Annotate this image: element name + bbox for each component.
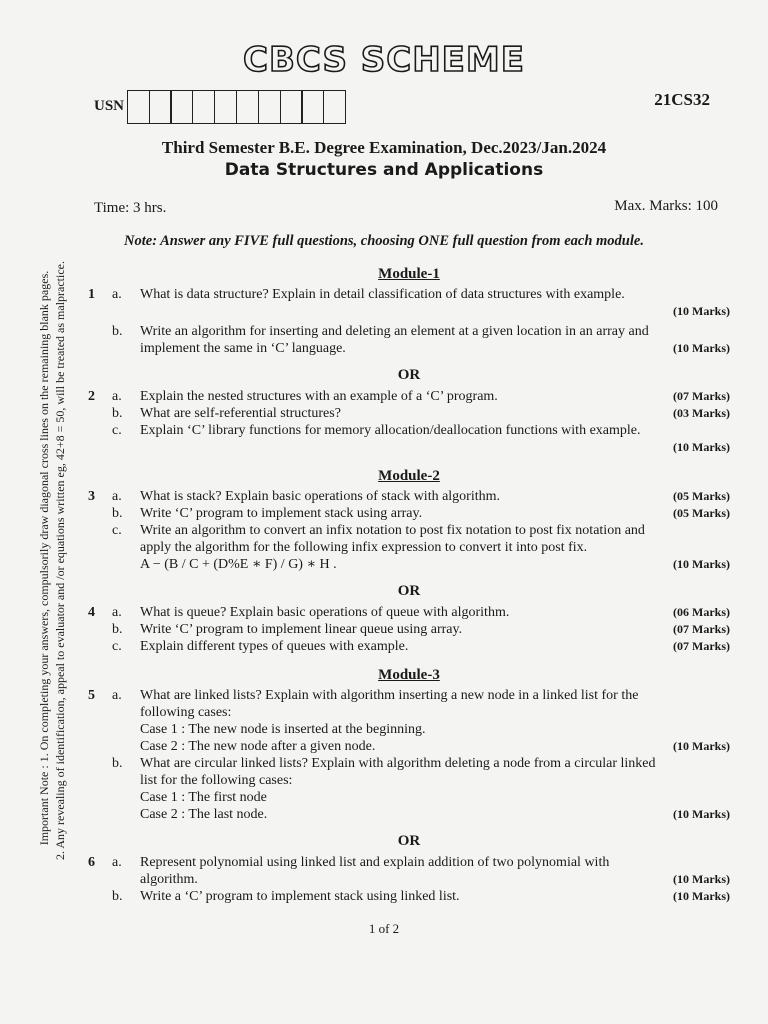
- part-label: b.: [112, 622, 123, 637]
- question-3c: [88, 522, 730, 539]
- question-4c: [88, 638, 730, 655]
- side-important-note: [36, 228, 68, 888]
- marks: (05 Marks): [673, 489, 730, 503]
- question-text-cont: implement the same in ‘C’ language.: [140, 341, 346, 356]
- usn-box: [149, 90, 172, 124]
- usn-boxes: [128, 90, 346, 124]
- part-label: a.: [112, 287, 122, 302]
- question-number: 3: [88, 489, 95, 504]
- question-6b: [88, 888, 730, 905]
- question-text: Write ‘C’ program to implement stack using array.: [140, 506, 423, 521]
- question-text: What is data structure? Explain in detail classification of data structures with example.: [140, 287, 625, 302]
- question-text: What are circular linked lists? Explain with algorithm deleting a node from a circular linked: [140, 756, 656, 771]
- part-label: b.: [112, 506, 123, 521]
- part-label: a.: [112, 605, 122, 620]
- question-text: Explain different types of queues with example.: [140, 639, 409, 654]
- max-marks: Max. Marks: 100: [614, 198, 718, 214]
- infix-expression: A − (B / C + (D%E ∗ F) / G) ∗ H .: [140, 557, 337, 572]
- scheme-stamp: CBCS SCHEME: [243, 40, 525, 80]
- usn-box: [214, 90, 237, 124]
- question-3a: [88, 488, 730, 505]
- or-divider: OR: [397, 583, 421, 599]
- part-label: c.: [112, 523, 122, 538]
- marks: (10 Marks): [673, 872, 730, 886]
- marks: (07 Marks): [673, 639, 730, 653]
- question-text: Write ‘C’ program to implement linear queue using array.: [140, 622, 463, 637]
- marks: (07 Marks): [673, 622, 730, 636]
- case-line: Case 2 : The last node.: [140, 807, 268, 822]
- usn-label: USN: [94, 98, 125, 114]
- question-text: Write an algorithm for inserting and deleting an element at a given location in an array and: [140, 324, 649, 339]
- usn-box: [301, 90, 324, 124]
- marks: (10 Marks): [673, 341, 730, 355]
- part-label: b.: [112, 324, 123, 339]
- module-heading: Module-2: [378, 468, 440, 484]
- marks: (05 Marks): [673, 506, 730, 520]
- part-label: b.: [112, 406, 123, 421]
- question-4b: [88, 621, 730, 638]
- part-label: b.: [112, 889, 123, 904]
- marks: (10 Marks): [673, 807, 730, 821]
- question-text: Write a ‘C’ program to implement stack using linked list.: [140, 889, 460, 904]
- marks: (10 Marks): [673, 304, 730, 318]
- exam-title: Third Semester B.E. Degree Examination, Dec.2023/Jan.2024: [161, 138, 607, 157]
- marks: (07 Marks): [673, 389, 730, 403]
- question-number: 4: [88, 605, 95, 620]
- question-6a: [88, 854, 730, 871]
- module-heading: Module-1: [378, 266, 440, 282]
- case-line: Case 1 : The new node is inserted at the beginning.: [140, 722, 426, 737]
- usn-box: [192, 90, 215, 124]
- part-label: a.: [112, 855, 122, 870]
- part-label: a.: [112, 389, 122, 404]
- question-text-cont: algorithm.: [140, 872, 198, 887]
- question-content: [88, 266, 730, 905]
- case-line: Case 1 : The first node: [140, 790, 267, 805]
- question-text-cont: apply the algorithm for the following infix expression to convert it into post fix.: [140, 540, 588, 555]
- usn-box: [258, 90, 281, 124]
- question-text-cont: following cases:: [140, 705, 232, 720]
- time-duration: Time: 3 hrs.: [94, 200, 167, 216]
- usn-box: [127, 90, 150, 124]
- question-text: What is queue? Explain basic operations of queue with algorithm.: [140, 605, 510, 620]
- page-number: 1 of 2: [368, 921, 400, 936]
- instructions-note: Note: Answer any FIVE full questions, choosing ONE full question from each module.: [124, 233, 644, 249]
- marks: (10 Marks): [673, 557, 730, 571]
- question-text: What are self-referential structures?: [140, 406, 341, 421]
- marks: (10 Marks): [673, 889, 730, 903]
- part-label: a.: [112, 489, 122, 504]
- usn-box: [236, 90, 259, 124]
- question-text: Represent polynomial using linked list and explain addition of two polynomial with: [140, 855, 610, 870]
- subject-title: Data Structures and Applications: [224, 160, 544, 180]
- question-number: 6: [88, 855, 95, 870]
- question-5b: [88, 755, 730, 772]
- side-note-line-2: 2. Any revealing of identification, appeal to evaluator and /or equations written eg, 42+8 = 50, will be treated as malpractice.: [53, 260, 67, 860]
- question-4a: [88, 604, 730, 621]
- or-divider: OR: [397, 367, 421, 383]
- module-heading: Module-3: [378, 667, 440, 683]
- marks: (06 Marks): [673, 605, 730, 619]
- case-line: Case 2 : The new node after a given node.: [140, 739, 376, 754]
- question-number: 5: [88, 688, 95, 703]
- subject-code: 21CS32: [654, 90, 710, 109]
- question-2a: [88, 388, 730, 405]
- question-text: What are linked lists? Explain with algorithm inserting a new node in a linked list for the: [140, 688, 639, 703]
- or-divider: OR: [397, 833, 421, 849]
- marks: (10 Marks): [673, 440, 730, 454]
- question-3b: [88, 505, 730, 522]
- usn-box: [323, 90, 346, 124]
- marks: (03 Marks): [673, 406, 730, 420]
- question-text: Write an algorithm to convert an infix notation to post fix notation to post fix notation and: [140, 523, 645, 538]
- question-text: Explain the nested structures with an example of a ‘C’ program.: [140, 389, 498, 404]
- question-number: 2: [88, 389, 95, 404]
- part-label: a.: [112, 688, 122, 703]
- marks: (10 Marks): [673, 739, 730, 753]
- side-note-line-1: Important Note : 1. On completing your answers, compulsorily draw diagonal cross lines on the remaining blank pages.: [37, 270, 51, 846]
- usn-box: [280, 90, 303, 124]
- question-2b: [88, 405, 730, 422]
- usn-box: [170, 90, 193, 124]
- question-number: 1: [88, 287, 95, 302]
- part-label: b.: [112, 756, 123, 771]
- question-text-cont: list for the following cases:: [140, 773, 293, 788]
- question-2c: [88, 422, 730, 439]
- question-text: Explain ‘C’ library functions for memory allocation/deallocation functions with example.: [140, 423, 641, 438]
- question-1a: [88, 286, 730, 303]
- part-label: c.: [112, 639, 122, 654]
- question-1b: [88, 323, 730, 340]
- part-label: c.: [112, 423, 122, 438]
- question-5a: [88, 687, 730, 704]
- question-text: What is stack? Explain basic operations of stack with algorithm.: [140, 489, 501, 504]
